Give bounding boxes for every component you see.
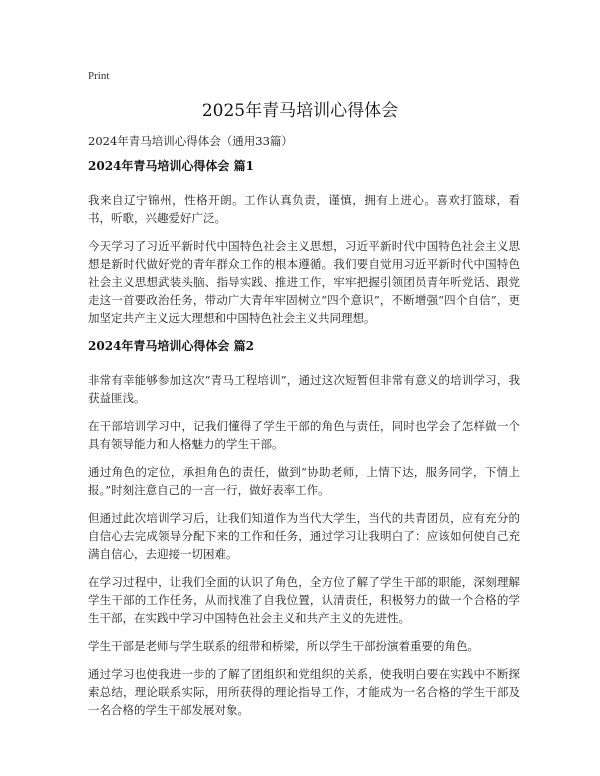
paragraph: 在干部培训学习中，记我们懂得了学生干部的角色与责任，同时也学会了怎样做一个具有领导能力和人格魅力的学生干部。 [88, 419, 520, 451]
document-title: 2025年青马培训心得体会 [201, 101, 399, 121]
paragraph: 但通过此次培训学习后，让我们知道作为当代大学生，当代的共青团员，应有充分的自信心去完成领导分配下来的工作和任务，通过学习让我明白了：应该如何使自己充满自信心，去迎接一切困难。 [88, 511, 520, 561]
section-heading: 2024年青马培训心得体会 篇1 [88, 159, 254, 173]
document-body [88, 157, 520, 729]
paragraph: 通过学习也使我进一步的了解了团组织和党组织的关系，使我明白要在实践中不断探索总结，理论联系实际，用所获得的理论指导工作，才能成为一名合格的学生干部及一名合格的学生干部发展对象。 [88, 667, 520, 717]
paragraph: 非常有幸能够参加这次“青马工程培训”，通过这次短暂但非常有意义的培训学习，我获益匪浅。 [88, 373, 520, 405]
paragraph: 学生干部是老师与学生联系的纽带和桥梁，所以学生干部扮演着重要的角色。 [88, 639, 479, 653]
paragraph: 今天学习了习近平新时代中国特色社会主义思想，习近平新时代中国特色社会主义思想是新时代做好党的青年群众工作的根本遵循。我们要自觉用习近平新时代中国特色社会主义思想武装头脑、指导实践、推进工作，牢牢把握引领团员青年听党话、跟党走这一首要政治任务，带动广大青年牢固树立“四个意识”，不断增强“四个自信”，更加坚定共产主义远大理想和中国特色社会主义共同理想。 [88, 239, 520, 325]
print-link[interactable]: Print [88, 70, 110, 82]
document-subtitle: 2024年青马培训心得体会（通用33篇） [88, 134, 293, 148]
paragraph: 通过角色的定位，承担角色的责任，做到“协助老师，上情下达，服务同学，下情上报。”时刻注意自己的一言一行，做好表率工作。 [88, 465, 520, 497]
section-2 [88, 337, 520, 719]
paragraph: 在学习过程中，让我们全面的认识了角色，全方位了解了学生干部的职能，深刻理解学生干部的工作任务，从而找准了自我位置，认清责任，积极努力的做一个合格的学生干部，在实践中学习中国特色社会主义和共产主义的先进性。 [88, 575, 520, 625]
paragraph: 我来自辽宁锦州，性格开朗。工作认真负责，谨慎，拥有上进心。喜欢打篮球，看书，听歌，兴趣爱好广泛。 [88, 193, 520, 225]
section-heading: 2024年青马培训心得体会 篇2 [88, 339, 254, 353]
section-1 [88, 157, 520, 327]
